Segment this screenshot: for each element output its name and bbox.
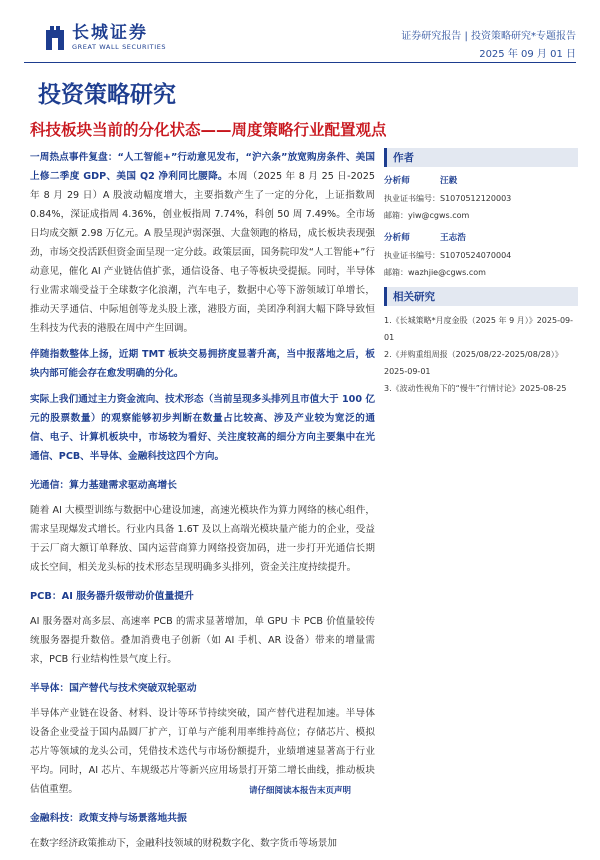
section-semiconductor-heading: 半导体：国产替代与技术突破双轮驱动 — [30, 683, 197, 694]
footer-disclaimer: 请仔细阅读本报告末页声明 — [248, 786, 351, 796]
page-title: 投资策略研究 — [38, 82, 176, 108]
related-research-list — [384, 312, 578, 397]
analyst-card — [384, 173, 578, 224]
analyst-name: 汪毅 — [440, 176, 458, 186]
great-wall-logo-icon — [44, 22, 66, 52]
sidebar — [384, 148, 578, 397]
analyst-cert-row — [384, 247, 578, 264]
paragraph-weekly-review — [30, 148, 375, 338]
section-pcb-body: AI 服务器对高多层、高速率 PCB 的需求显著增加，单 GPU 卡 PCB 价值量较传统服务器提升数倍。叠加消费电子创新（如 AI 手机、AR 设备）带来的增量需求，PCB 行业结构性景气度上行。 — [30, 616, 375, 665]
section-fintech-heading: 金融科技：政策支持与场景落地共振 — [30, 813, 187, 824]
analyst-role: 分析师 — [384, 176, 410, 186]
email-label: 邮箱： — [384, 268, 408, 277]
report-type: 证券研究报告 | 投资策略研究*专题报告 — [401, 31, 576, 42]
section-pcb-heading: PCB：AI 服务器升级带动价值量提升 — [30, 591, 194, 602]
section-fintech-body: 在数字经济政策推动下，金融科技领域的财税数字化、数字货币等场景加 — [30, 838, 337, 849]
author-section-title: 作者 — [384, 148, 578, 167]
email-link[interactable]: yiw@cgws.com — [408, 211, 470, 220]
section-semiconductor-body: 半导体产业链在设备、材料、设计等环节持续突破，国产替代进程加速。半导体设备企业受益于国内晶圆厂扩产，订单与产能利用率维持高位；存储芯片、模拟芯片等领域的龙头公司，凭借技术迭代与市场份额提升，业绩增速显著高于行业平均。同时，AI 芯片、车规级芯片等新兴应用场景打开第二增长曲线，推动板块估值重塑。 — [30, 708, 375, 795]
email-link[interactable]: wazhjie@cgws.com — [408, 268, 486, 277]
report-headline: 科技板块当前的分化状态——周度策略行业配置观点 — [30, 121, 387, 139]
section-optical-comm-heading: 光通信：算力基建需求驱动高增长 — [30, 480, 177, 491]
report-header-meta — [401, 28, 576, 64]
logo-english-name: GREAT WALL SECURITIES — [72, 42, 167, 51]
related-research-title: 相关研究 — [384, 287, 578, 306]
analyst-email-row — [384, 264, 578, 281]
analyst-email-row — [384, 207, 578, 224]
weekly-review-body: 本周（2025 年 8 月 25 日-2025 年 8 月 29 日）A 股波动幅度增大，主要指数产生了一定的分化，上证指数周 0.84%，深证成指周 4.36%，创业板指周 7.74%，科创 50 周 7.49%。全市场日均成交额 2.98 万亿元。A 股呈现泸弱深强、大盘领跑的格局，成长板块表现强劲，市场交投活跃但资金面呈现一定分歧。政策层面，国务院印发“人工智能+”行动意见，催化 AI 产业链估值扩张，通信设备、电子等板块受提振。同时，半导体行业需求端受益于全球数字化浪潮，汽车电子，数据中心等下游领域订单增长，推动天孚通信、中际旭创等龙头股上涨，港股方面，美团净利润大幅下降导致恒生科技为代表的港股在周中产生回调。 — [30, 171, 375, 334]
paragraph-tmt-crowding: 伴随指数整体上扬，近期 TMT 板块交易拥挤度显著升高，当中报落地之后，板块内部可能会存在愈发明确的分化。 — [30, 349, 375, 379]
cert-number: S1070524070004 — [440, 251, 512, 260]
analyst-name-row — [384, 173, 578, 190]
analyst-card — [384, 230, 578, 281]
related-research-item[interactable]: 3.《波动性视角下的“慢牛”行情讨论》2025-08-25 — [384, 384, 567, 393]
related-research-item[interactable]: 1.《长城策略*月度金股（2025 年 9 月）》2025-09-01 — [384, 316, 574, 342]
cert-label: 执业证书编号： — [384, 251, 440, 260]
cert-label: 执业证书编号： — [384, 194, 440, 203]
logo-chinese-name: 长城证券 — [72, 22, 148, 43]
section-optical-comm-body: 随着 AI 大模型训练与数据中心建设加速，高速光模块作为算力网络的核心组件，需求呈现爆发式增长。行业内具备 1.6T 及以上高端光模块量产能力的企业，受益于云厂商大额订单释放、国内运营商算力网络投资加码，进一步打开光通信长期成长空间，相关龙头标的技术形态呈现明确多头排列，资金关注度持续提升。 — [30, 505, 375, 573]
analyst-cert-row — [384, 190, 578, 207]
weekly-review-lead: 一周热点事件复盘：“人工智能+”行动意见发布，“沪六条”放宽购房条件、美国上修二季度 GDP、美国 Q2 净利同比腰降。 — [30, 152, 375, 182]
header-divider — [24, 62, 576, 63]
analyst-role: 分析师 — [384, 233, 410, 243]
email-label: 邮箱： — [384, 211, 408, 220]
report-date: 2025 年 09 月 01 日 — [479, 49, 576, 60]
main-content — [30, 148, 375, 860]
related-research-item[interactable]: 2.《并购重组周报（2025/08/22-2025/08/28）》2025-09-01 — [384, 350, 563, 376]
company-logo — [44, 22, 166, 52]
analyst-name: 王志浩 — [440, 233, 466, 243]
cert-number: S1070512120003 — [440, 194, 512, 203]
paragraph-fund-flow: 实际上我们通过主力资金流向、技术形态（当前呈现多头排列且市值大于 100 亿元的股票数量）的观察能够初步判断在数量占比较高、涉及产业较为宽泛的通信、电子、计算机板块中，市场较为看好、关注度较高的细分方向主要集中在光通信、PCB、半导体、金融科技这四个方向。 — [30, 394, 375, 462]
analyst-name-row — [384, 230, 578, 247]
